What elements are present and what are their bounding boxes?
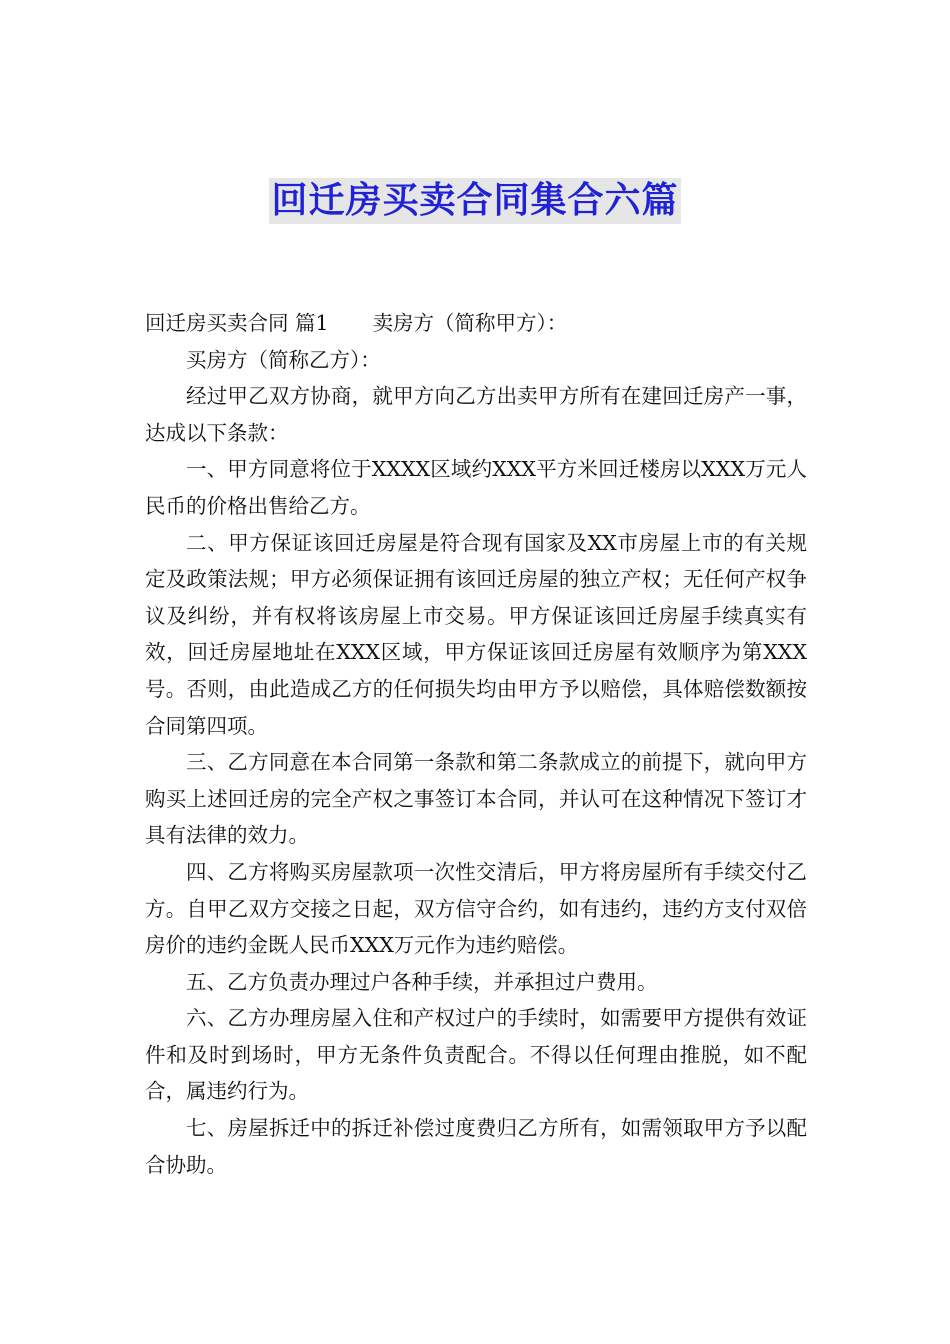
clause-6: 六、乙方办理房屋入住和产权过户的手续时，如需要甲方提供有效证件和及时到场时，甲方无条件负责配合。不得以任何理由推脱，如不配合，属违约行为。 bbox=[145, 1006, 807, 1104]
paragraph-intro: 经过甲乙双方协商，就甲方向乙方出卖甲方所有在建回迁房产一事，达成以下条款： bbox=[145, 384, 807, 445]
paragraph-buyer: 买房方（简称乙方）： bbox=[186, 347, 381, 372]
first-line bbox=[145, 305, 807, 342]
clause-3: 三、乙方同意在本合同第一条款和第二条款成立的前提下，就向甲方购买上述回迁房的完全产权之事签订本合同，并认可在这种情况下签订才具有法律的效力。 bbox=[145, 750, 807, 848]
clause-1: 一、甲方同意将位于XXXX区域约XXX平方米回迁楼房以XXX万元人民币的价格出售给乙方。 bbox=[145, 457, 807, 518]
document-body bbox=[145, 305, 807, 1183]
title-container bbox=[0, 178, 950, 224]
section-heading: 回迁房买卖合同 篇1 bbox=[145, 311, 329, 335]
clause-5: 五、乙方负责办理过户各种手续，并承担过户费用。 bbox=[186, 969, 658, 994]
document-title: 回迁房买卖合同集合六篇 bbox=[269, 178, 680, 224]
clause-7: 七、房屋拆迁中的拆迁补偿过度费归乙方所有，如需领取甲方予以配合协助。 bbox=[145, 1116, 807, 1177]
seller-line: 卖房方（简称甲方）： bbox=[372, 311, 568, 335]
clause-4: 四、乙方将购买房屋款项一次性交清后，甲方将房屋所有手续交付乙方。自甲乙双方交接之日起，双方信守合约，如有违约，违约方支付双倍房价的违约金既人民币XXX万元作为违约赔偿。 bbox=[145, 859, 807, 958]
clause-2: 二、甲方保证该回迁房屋是符合现有国家及XX市房屋上市的有关规定及政策法规；甲方必须保证拥有该回迁房屋的独立产权；无任何产权争议及纠纷，并有权将该房屋上市交易。甲方保证该回迁房屋手续真实有效，回迁房屋地址在XXX区域，甲方保证该回迁房屋有效顺序为第XXX号。否则，由此造成乙方的任何损失均由甲方予以赔偿，具体赔偿数额按合同第四项。 bbox=[145, 530, 807, 738]
